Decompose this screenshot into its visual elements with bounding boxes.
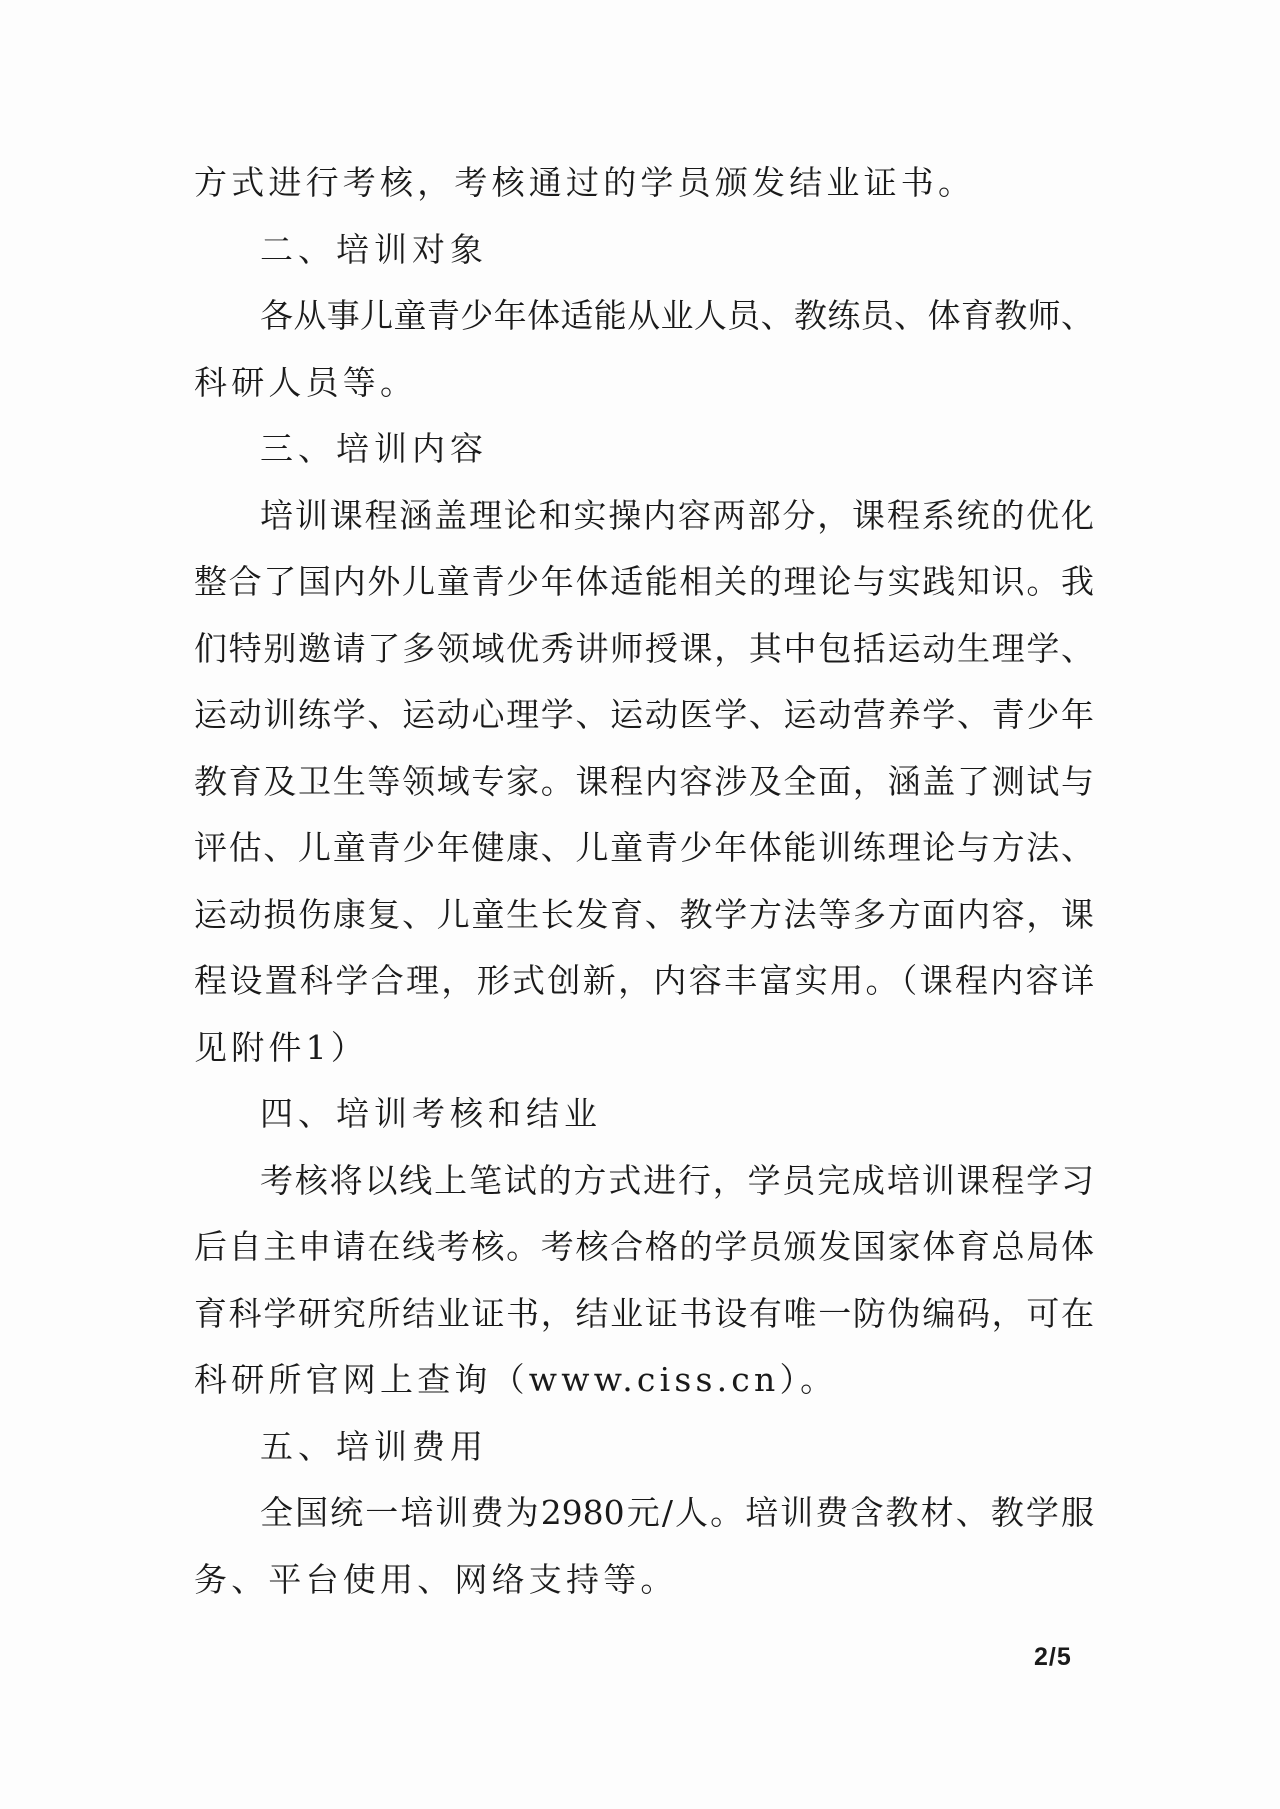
section-heading-assessment: 四、培训考核和结业 <box>260 1094 602 1133</box>
paragraph-line: 运动损伤康复、儿童生长发育、教学方法等多方面内容，课 <box>194 894 1094 934</box>
paragraph-line: 见附件1） <box>194 1027 368 1067</box>
paragraph-line: 考核将以线上笔试的方式进行，学员完成培训课程学习 <box>260 1160 1094 1200</box>
paragraph-line: 们特别邀请了多领域优秀讲师授课，其中包括运动生理学、 <box>194 628 1094 668</box>
section-heading-training-target: 二、培训对象 <box>260 229 488 269</box>
paragraph-line: 务、平台使用、网络支持等。 <box>194 1559 678 1599</box>
paragraph-line: 科研所官网上查询（www.ciss.cn）。 <box>194 1360 838 1399</box>
paragraph-line: 评估、儿童青少年健康、儿童青少年体能训练理论与方法、 <box>194 828 1094 867</box>
page-number: 2/5 <box>1034 1643 1072 1671</box>
paragraph-line: 整合了国内外儿童青少年体适能相关的理论与实践知识。我 <box>194 562 1094 601</box>
paragraph-line: 育科学研究所结业证书，结业证书设有唯一防伪编码，可在 <box>194 1293 1094 1333</box>
paragraph-line: 全国统一培训费为2980元/人。培训费含教材、教学服 <box>260 1493 1094 1532</box>
paragraph-line: 教育及卫生等领域专家。课程内容涉及全面，涵盖了测试与 <box>194 761 1094 801</box>
paragraph-line: 培训课程涵盖理论和实操内容两部分，课程系统的优化 <box>260 495 1094 535</box>
paragraph-line: 运动训练学、运动心理学、运动医学、运动营养学、青少年 <box>194 695 1094 734</box>
document-body <box>194 150 1094 1613</box>
section-heading-training-fee: 五、培训费用 <box>260 1426 488 1466</box>
paragraph-line: 后自主申请在线考核。考核合格的学员颁发国家体育总局体 <box>194 1227 1094 1266</box>
section-heading-training-content: 三、培训内容 <box>260 429 488 468</box>
paragraph-line: 各从事儿童青少年体适能从业人员、教练员、体育教师、 <box>260 296 1094 335</box>
paragraph-line: 方式进行考核，考核通过的学员颁发结业证书。 <box>194 163 976 202</box>
paragraph-line: 程设置科学合理，形式创新，内容丰富实用。（课程内容详 <box>194 961 1094 1000</box>
paragraph-line: 科研人员等。 <box>194 362 418 402</box>
